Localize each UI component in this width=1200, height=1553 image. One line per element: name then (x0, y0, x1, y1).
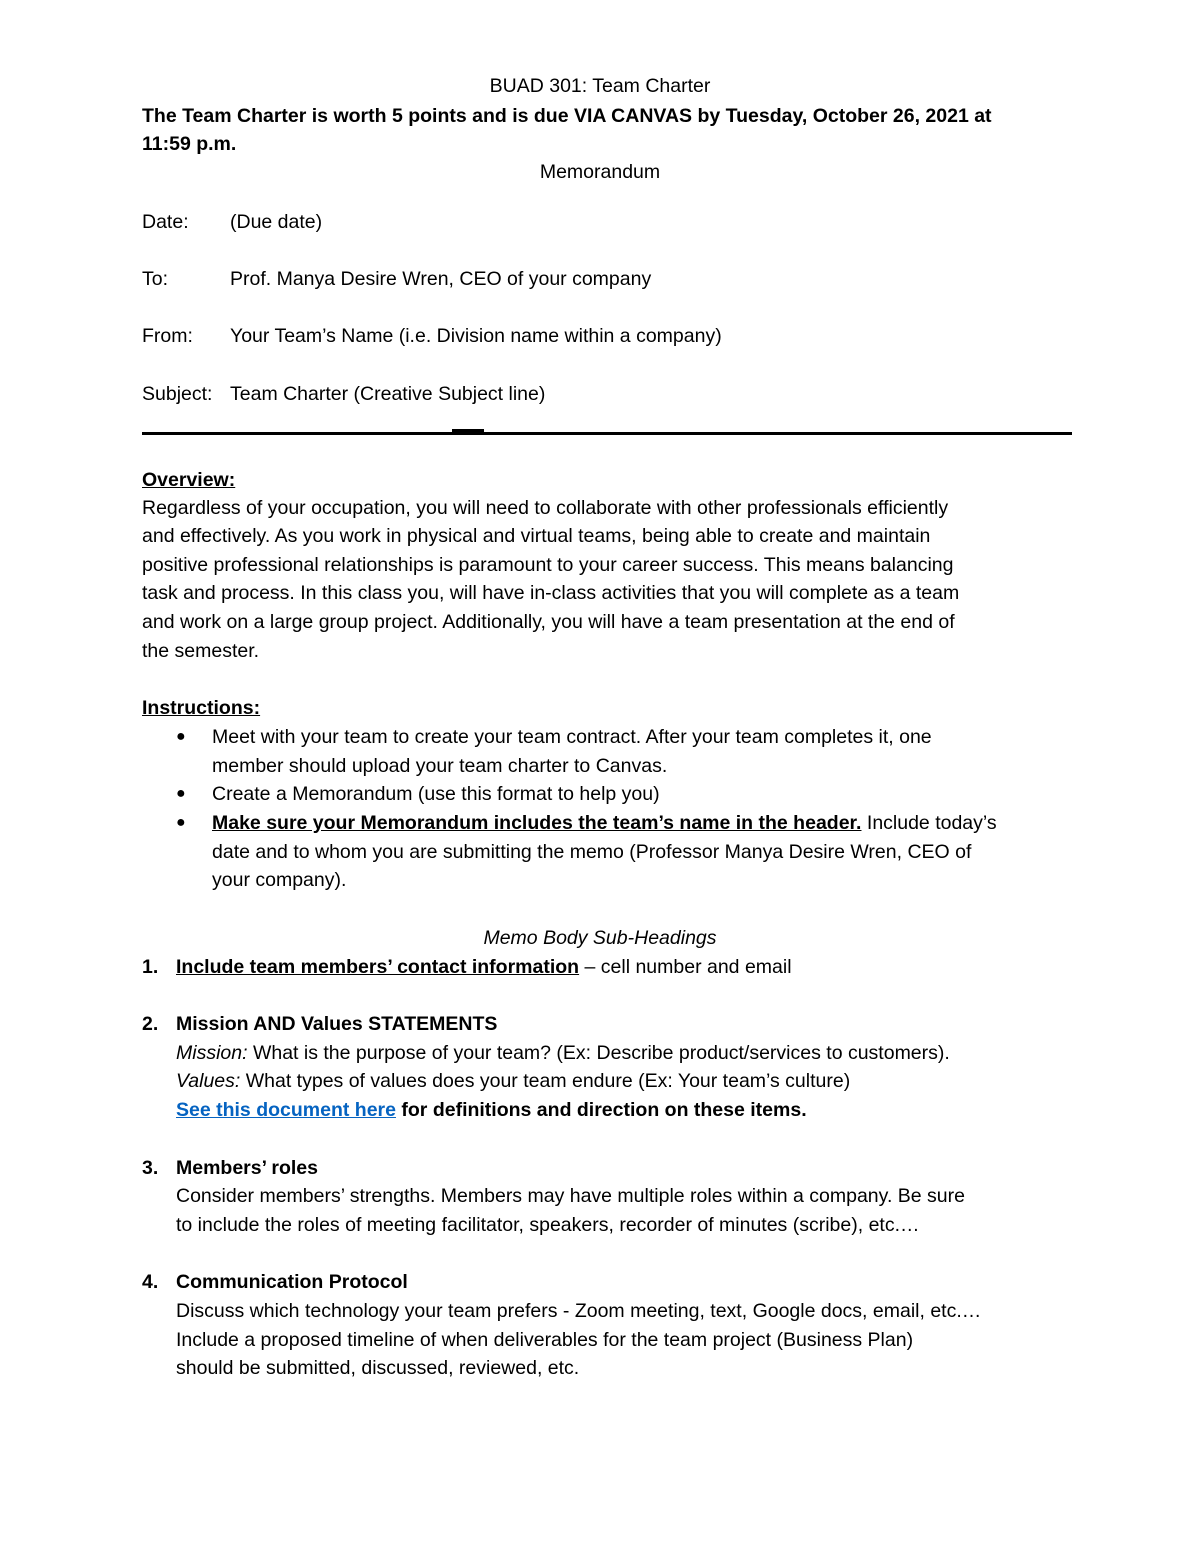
bullet-icon: ● (176, 728, 186, 745)
instruction-3-emphasis: Make sure your Memorandum includes the team’s name in the header. (212, 812, 862, 834)
memo-body-heading: Memo Body Sub-Headings (483, 927, 717, 949)
item-3-line-2: to include the roles of meeting facilitator, speakers, recorder of minutes (scribe), etc.… (176, 1214, 920, 1236)
instruction-1-line-1: Meet with your team to create your team contract. After your team completes it, one (212, 726, 932, 748)
mission-text: What is the purpose of your team? (Ex: Describe product/services to customers). (247, 1042, 950, 1064)
date-label: Date: (142, 211, 189, 233)
item-3-line-1: Consider members’ strengths. Members may have multiple roles within a company. Be sure (176, 1185, 965, 1207)
item-4-line-2: Include a proposed timeline of when deliverables for the team project (Business Plan) (176, 1329, 914, 1351)
overview-line: and work on a large group project. Additionally, you will have a team presentation at the end of (142, 611, 955, 633)
overview-line: task and process. In this class you, will have in-class activities that you will complete as a team (142, 582, 960, 604)
date-value: (Due date) (230, 211, 323, 233)
from-value: Your Team’s Name (i.e. Division name within a company) (230, 325, 722, 347)
item-1-title: Include team members’ contact information (176, 956, 580, 978)
item-1 (176, 953, 792, 981)
item-number: 4. (142, 1271, 159, 1293)
memorandum-label: Memorandum (539, 161, 661, 183)
instruction-3-line-2: date and to whom you are submitting the memo (Professor Manya Desire Wren, CEO of (212, 841, 972, 863)
instruction-1-line-2: member should upload your team charter to Canvas. (212, 755, 668, 777)
horizontal-rule (142, 432, 1072, 435)
overview-heading: Overview: (142, 469, 236, 491)
overview-line: positive professional relationships is paramount to your career success. This means balancing (142, 554, 954, 576)
to-label: To: (142, 268, 169, 290)
instruction-3-rest: Include today’s (861, 812, 997, 834)
from-label: From: (142, 325, 193, 347)
item-2-values (176, 1067, 850, 1095)
item-2-title: Mission AND Values STATEMENTS (176, 1013, 498, 1035)
bullet-icon: ● (176, 814, 186, 831)
subject-label: Subject: (142, 383, 213, 405)
instruction-3-line-3: your company). (212, 869, 347, 891)
values-label: Values: (176, 1070, 241, 1092)
item-number: 2. (142, 1013, 159, 1035)
item-2-mission (176, 1039, 950, 1067)
mission-label: Mission: (176, 1042, 248, 1064)
see-document-link[interactable]: See this document here (176, 1099, 396, 1121)
instructions-heading: Instructions: (142, 697, 261, 719)
bullet-icon: ● (176, 785, 186, 802)
item-3-title: Members’ roles (176, 1157, 318, 1179)
item-number: 1. (142, 956, 159, 978)
overview-line: the semester. (142, 640, 260, 662)
item-1-rest: – cell number and email (579, 956, 792, 978)
item-4-title: Communication Protocol (176, 1271, 408, 1293)
item-4-line-1: Discuss which technology your team prefers - Zoom meeting, text, Google docs, email, etc.… (176, 1300, 982, 1322)
to-value: Prof. Manya Desire Wren, CEO of your company (230, 268, 652, 290)
instruction-2-line-1: Create a Memorandum (use this format to help you) (212, 783, 660, 805)
item-2-link-line (176, 1096, 807, 1124)
instruction-3-line-1 (212, 809, 997, 837)
subject-value: Team Charter (Creative Subject line) (230, 383, 546, 405)
values-text: What types of values does your team endure (Ex: Your team’s culture) (240, 1070, 851, 1092)
item-4-line-3: should be submitted, discussed, reviewed, etc. (176, 1357, 580, 1379)
overview-line: Regardless of your occupation, you will need to collaborate with other professionals efficiently (142, 497, 949, 519)
overview-line: and effectively. As you work in physical and virtual teams, being able to create and maintain (142, 525, 931, 547)
document-title: BUAD 301: Team Charter (489, 75, 711, 97)
due-line-2: 11:59 p.m. (142, 133, 237, 155)
item-number: 3. (142, 1157, 159, 1179)
link-rest-text: for definitions and direction on these items. (395, 1099, 807, 1121)
due-line-1: The Team Charter is worth 5 points and is due VIA CANVAS by Tuesday, October 26, 2021 at (142, 105, 992, 127)
